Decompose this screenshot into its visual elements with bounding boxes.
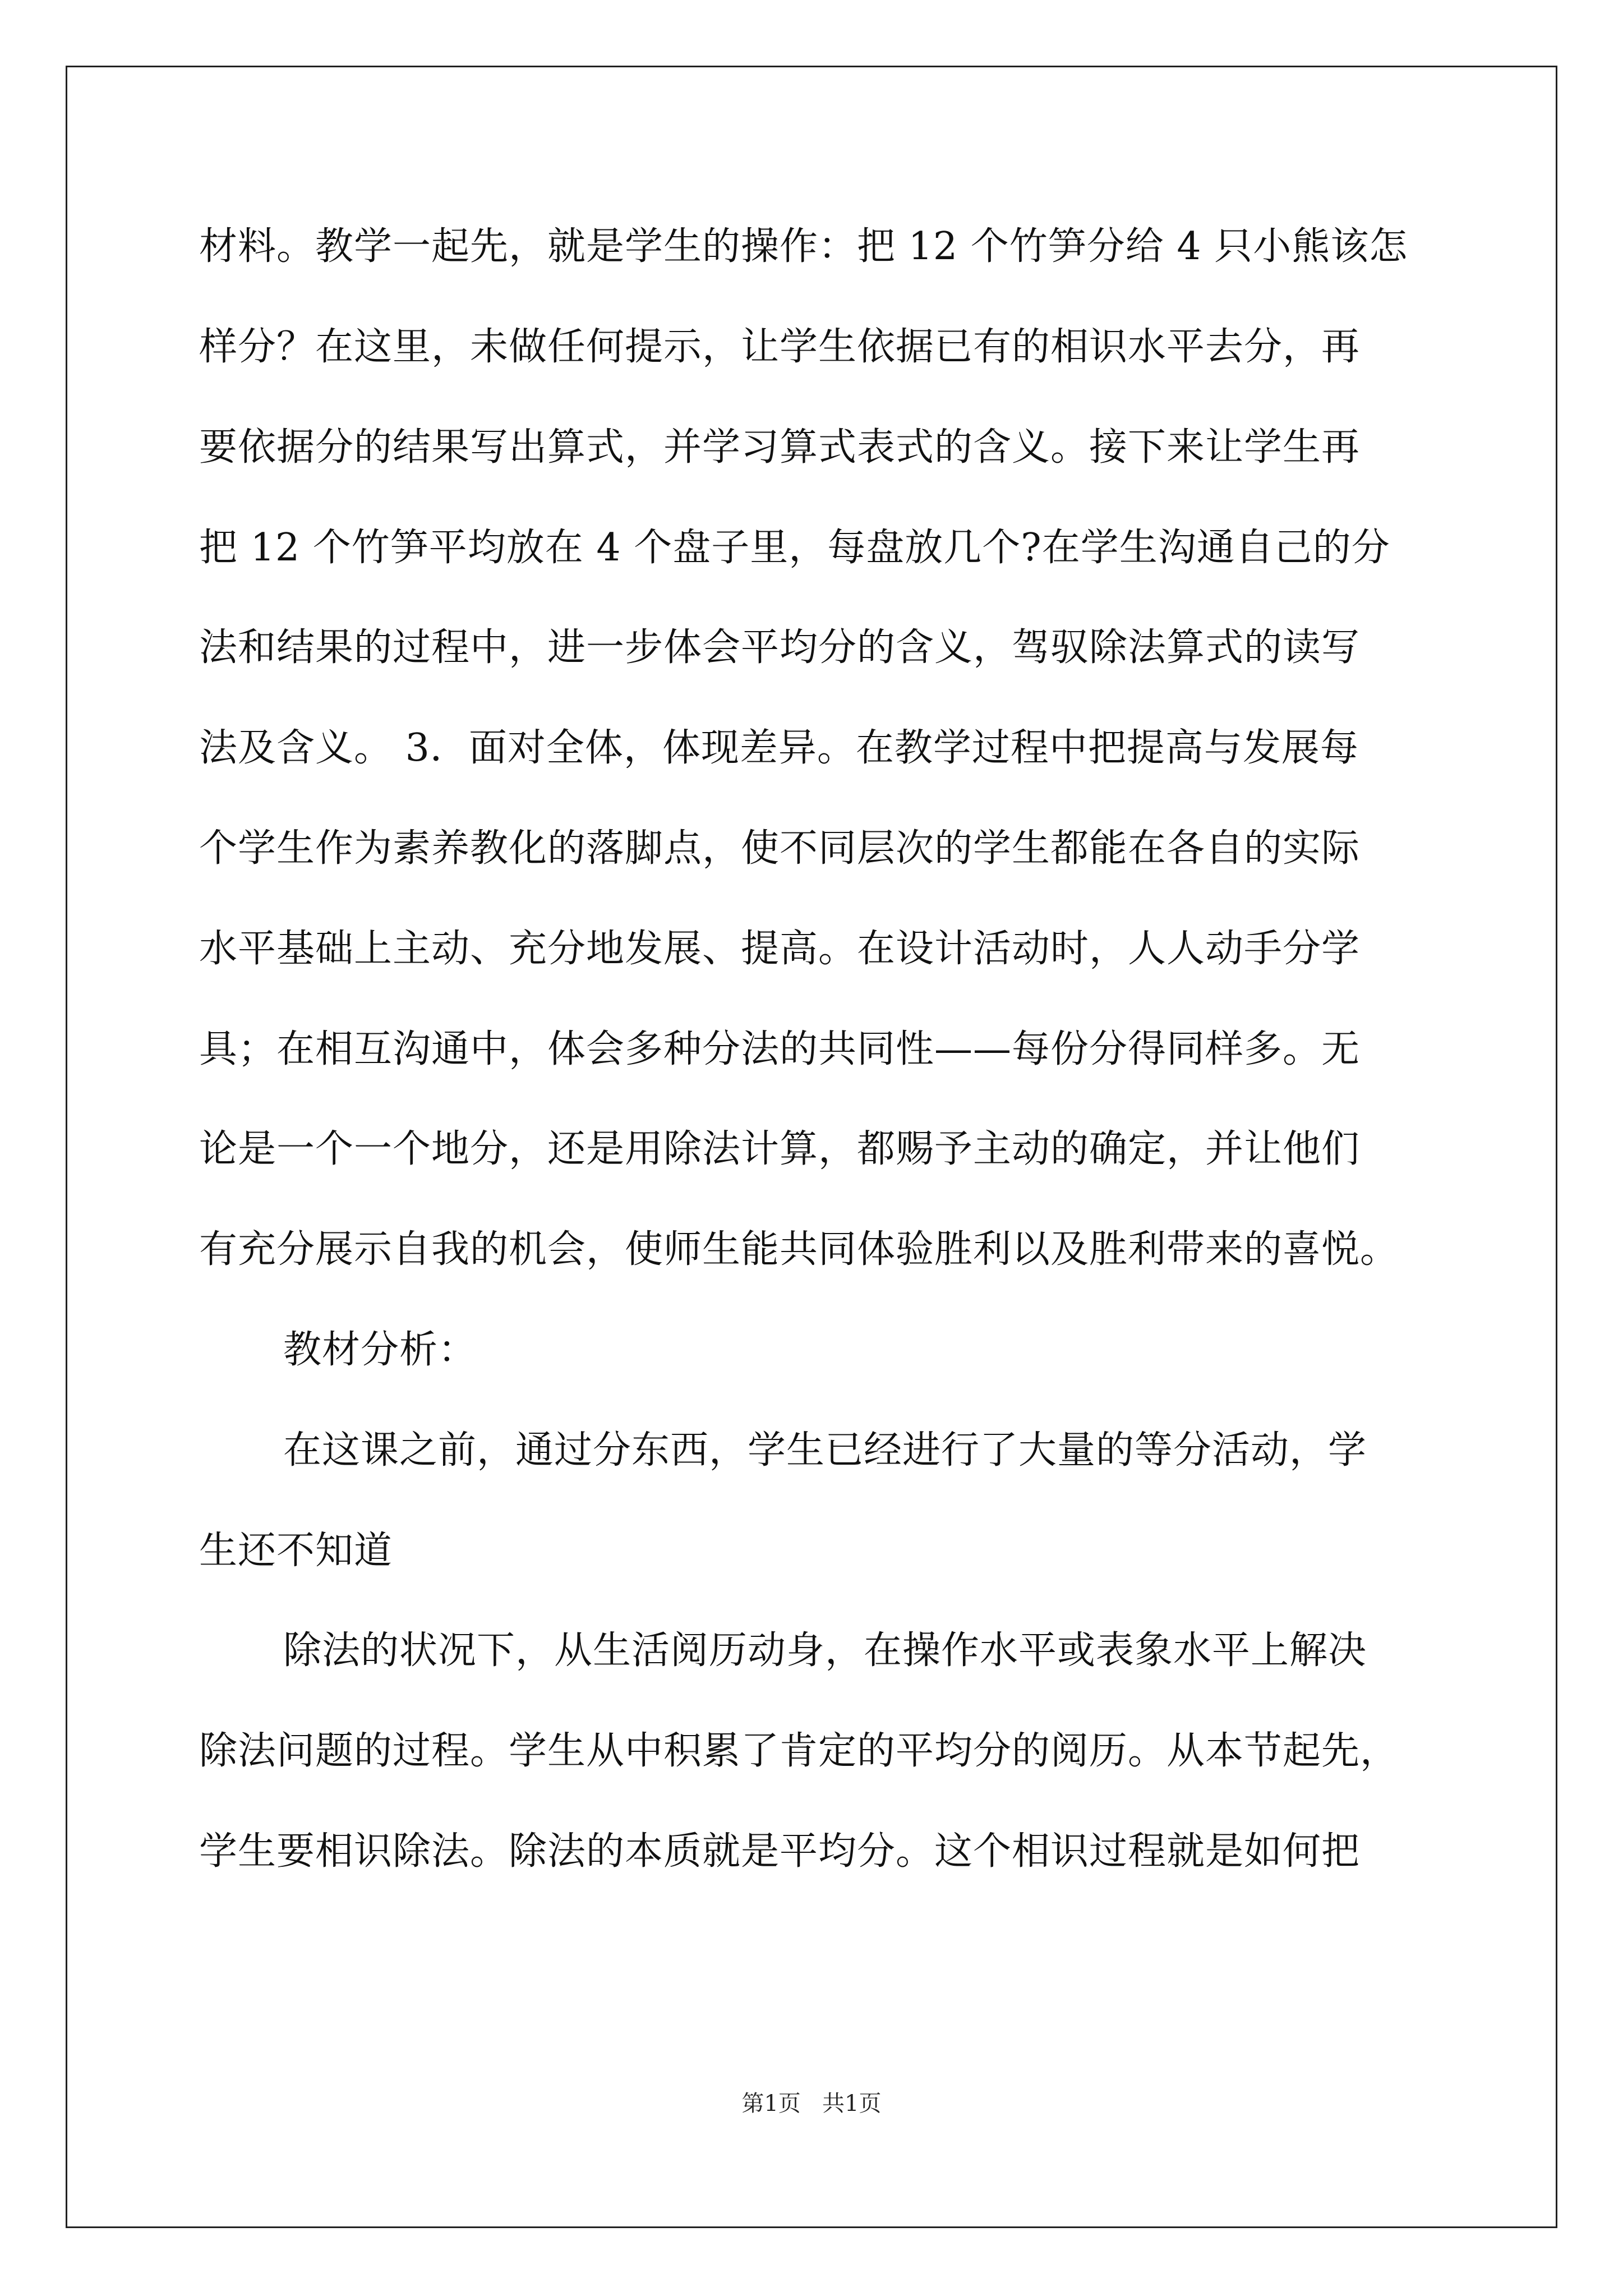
body-line: 生还不知道 xyxy=(199,1529,393,1573)
body-line: 在这课之前，通过分东西，学生已经进行了大量的等分活动，学 xyxy=(283,1428,1367,1473)
body-line: 学生要相识除法。除法的本质就是平均分。这个相识过程就是如何把 xyxy=(199,1829,1361,1874)
body-line: 具；在相互沟通中，体会多种分法的共同性——每份分得同样多。无 xyxy=(199,1027,1361,1071)
body-line: 水平基础上主动、充分地发展、提高。在设计活动时，人人动手分学 xyxy=(199,927,1361,971)
body-line: 要依据分的结果写出算式，并学习算式表式的含义。接下来让学生再 xyxy=(199,425,1361,470)
body-line: 法和结果的过程中，进一步体会平均分的含义，驾驭除法算式的读写 xyxy=(199,625,1361,670)
body-line: 论是一个一个地分，还是用除法计算，都赐予主动的确定，并让他们 xyxy=(199,1127,1361,1171)
body-line: 把 12 个竹笋平均放在 4 个盘子里，每盘放几个?在学生沟通自己的分 xyxy=(199,526,1390,570)
body-line: 样分？在这里，未做任何提示，让学生依据已有的相识水平去分，再 xyxy=(199,325,1361,369)
body-line: 除法的状况下，从生活阅历动身，在操作水平或表象水平上解决 xyxy=(283,1628,1367,1673)
body-line: 有充分展示自我的机会，使师生能共同体验胜利以及胜利带来的喜悦。 xyxy=(199,1227,1399,1272)
body-line: 个学生作为素养教化的落脚点，使不同层次的学生都能在各自的实际 xyxy=(199,826,1361,871)
page-number-footer: 第1页 共1页 xyxy=(741,2091,882,2116)
body-line: 法及含义。 3．面对全体，体现差异。在教学过程中把提高与发展每 xyxy=(199,726,1359,770)
section-heading: 教材分析： xyxy=(283,1328,477,1372)
body-line: 材料。教学一起先，就是学生的操作：把 12 个竹笋分给 4 只小熊该怎 xyxy=(199,224,1408,269)
body-line: 除法问题的过程。学生从中积累了肯定的平均分的阅历。从本节起先， xyxy=(199,1729,1399,1773)
